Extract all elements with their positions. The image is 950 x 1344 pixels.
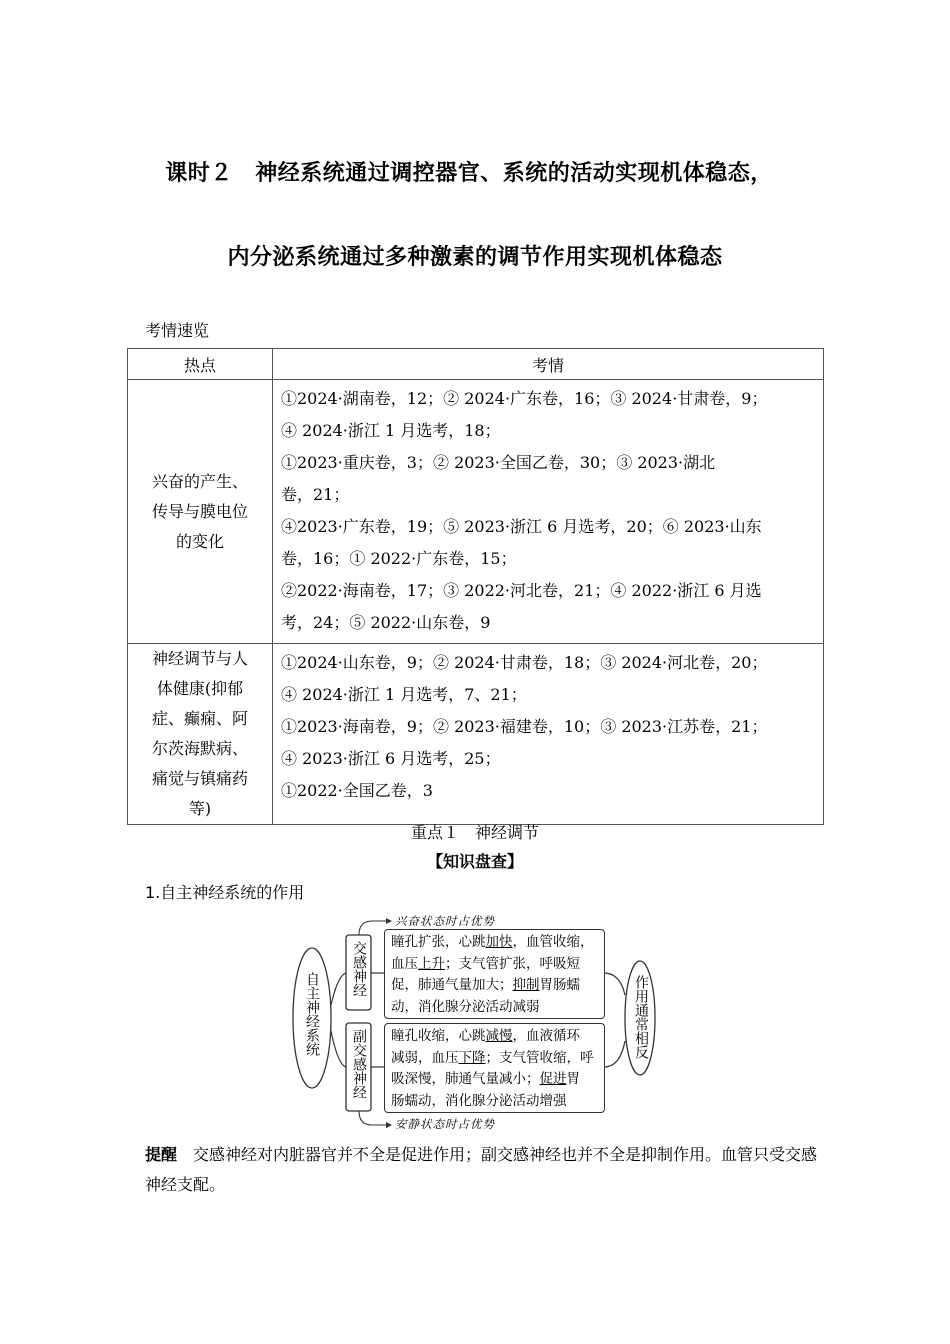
- bottom-arrow: [359, 1111, 386, 1125]
- hot-text: 的变化: [175, 531, 224, 551]
- header-hot: 热点: [128, 349, 273, 380]
- exam-line: ①2024·湖南卷，12；② 2024·广东卷，16；③ 2024·甘肃卷，9；: [281, 389, 768, 408]
- box-text: 瞳孔扩张，心跳: [391, 934, 486, 950]
- top-arrow: [359, 921, 386, 935]
- box-text: 胃: [566, 1071, 580, 1087]
- knowledge-title: 【知识盘查】: [426, 852, 523, 871]
- exam-table: [127, 348, 824, 825]
- exam-line: ①2023·重庆卷，3；② 2023·全国乙卷，30；③ 2023·湖北: [281, 453, 716, 472]
- box-text: 血压: [391, 955, 418, 972]
- box-text: 减弱，血压: [391, 1049, 459, 1066]
- exam-line: ②2022·海南卷，17；③ 2022·河北卷，21；④ 2022·浙江 6 月选: [281, 581, 762, 600]
- box-text: ；支气管收缩，呼: [485, 1049, 594, 1066]
- focus-title: 重点１ 神经调节: [410, 823, 539, 842]
- table-row: [128, 380, 824, 644]
- box-text: 动，消化腺分泌活动减弱: [391, 998, 540, 1015]
- hot-text: 尔茨海默病、: [151, 739, 248, 758]
- hot-cell: [128, 644, 273, 825]
- top-arrow-label: 兴奋状态时占优势: [395, 914, 495, 928]
- box-text-underline: 加快: [485, 934, 513, 950]
- table-header-row: [128, 349, 824, 380]
- exam-line: 卷，21；: [281, 485, 350, 504]
- hot-text: 兴奋的产生、: [151, 471, 248, 491]
- hot-text: 体健康(抑郁: [156, 679, 244, 698]
- right-label: 作用通常相反: [633, 975, 649, 1059]
- box-text: 吸深慢，肺通气量减小；: [391, 1071, 540, 1087]
- exam-line: 考，24；⑤ 2022·山东卷，9: [281, 613, 491, 632]
- exam-line: ④2023·广东卷，19；⑤ 2023·浙江 6 月选考，20；⑥ 2023·山东: [281, 517, 762, 536]
- parasympathetic-effects-box: [384, 1023, 605, 1113]
- hot-text: 传导与膜电位: [151, 501, 248, 521]
- box-text: 瞳孔收缩，心跳: [391, 1028, 486, 1044]
- box-text-underline: 下降: [458, 1049, 486, 1066]
- page-title-line2: 内分泌系统通过多种激素的调节作用实现机体稳态: [227, 245, 723, 270]
- box-text: ，血液循环: [512, 1028, 580, 1044]
- exam-cell: [273, 644, 824, 825]
- box-text-underline: 上升: [418, 955, 445, 972]
- hot-text: 神经调节与人: [151, 649, 248, 668]
- page-title-line1: 课时２ 神经系统通过调控器官、系统的活动实现机体稳态，: [165, 161, 773, 186]
- tip-label: 提醒: [145, 1145, 178, 1164]
- section-label: 考情速览: [145, 321, 210, 340]
- box-text: 胃肠蠕: [539, 977, 580, 993]
- box-text: 肠蠕动，消化腺分泌活动增强: [391, 1092, 567, 1109]
- tip-paragraph: [145, 1140, 825, 1200]
- sympathetic-effects-box: [384, 929, 605, 1019]
- exam-line: ④ 2024·浙江 1 月选考，18；: [281, 421, 501, 440]
- exam-line: 卷，16；① 2022·广东卷，15；: [281, 549, 517, 568]
- root-label: 自主神经系统: [304, 972, 320, 1056]
- sympathetic-label: 交感神经: [351, 941, 367, 997]
- exam-cell: [273, 380, 824, 644]
- parasympathetic-label: 副交感神经: [351, 1029, 367, 1099]
- point-heading: 1.自主神经系统的作用: [145, 883, 305, 902]
- hot-cell: [128, 380, 273, 644]
- hot-text: 痛觉与镇痛药: [151, 769, 248, 788]
- box-text: ；支气管扩张，呼吸短: [445, 955, 580, 972]
- header-exam: 考情: [273, 349, 824, 380]
- box-text-underline: 抑制: [512, 977, 540, 993]
- box-text: 促，肺通气量加大；: [391, 977, 513, 993]
- box-text-underline: 减慢: [485, 1028, 513, 1044]
- box-text: ，血管收缩，: [512, 934, 594, 950]
- exam-line: ④ 2023·浙江 6 月选考，25；: [281, 749, 501, 768]
- hot-text: 等): [188, 799, 212, 818]
- exam-line: ①2024·山东卷，9；② 2024·甘肃卷，18；③ 2024·河北卷，20；: [281, 653, 768, 672]
- exam-line: ④ 2024·浙江 1 月选考，7、21；: [281, 685, 527, 704]
- box-text-underline: 促进: [539, 1071, 567, 1087]
- hot-text: 症、癫痫、阿: [151, 709, 248, 728]
- exam-line: ①2023·海南卷，9；② 2023·福建卷，10；③ 2023·江苏卷，21；: [281, 717, 768, 736]
- bottom-arrow-label: 安静状态时占优势: [395, 1117, 495, 1131]
- tip-text: 交感神经对内脏器官并不全是促进作用；副交感神经也并不全是抑制作用。血管只受交感神经支配。: [145, 1145, 818, 1194]
- exam-line: ①2022·全国乙卷，3: [281, 781, 433, 800]
- table-row: [128, 644, 824, 825]
